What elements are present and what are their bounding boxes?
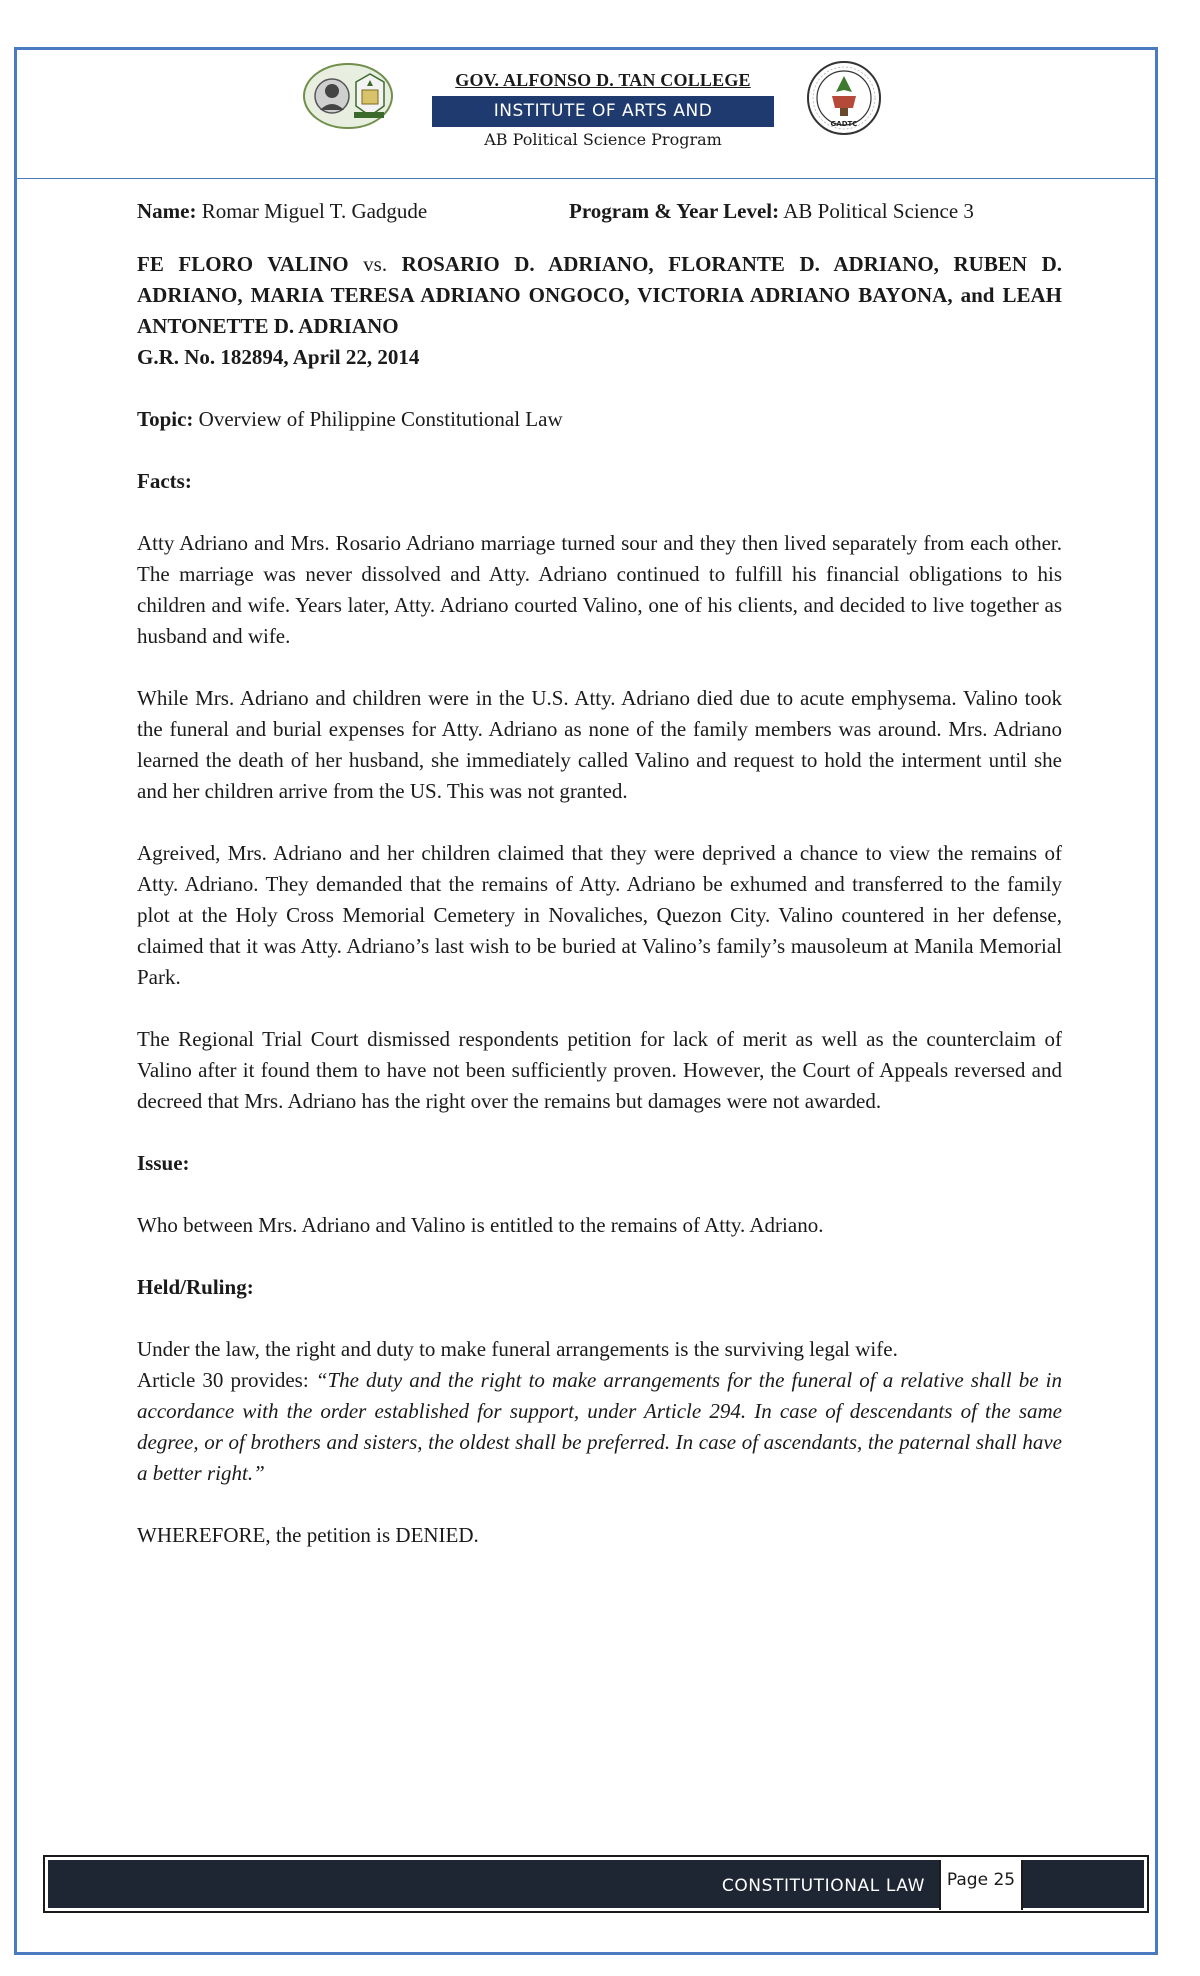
program-label: Program & Year Level: xyxy=(569,199,780,223)
student-info-row xyxy=(137,196,1062,227)
page-number: Page 25 xyxy=(939,1860,1023,1910)
topic-line xyxy=(137,404,1062,435)
ruling-line: Under the law, the right and duty to make funeral arrangements is the surviving legal wife. xyxy=(137,1337,898,1361)
case-title xyxy=(137,249,1062,342)
facts-paragraph: Agreived, Mrs. Adriano and her children claimed that they were deprived a chance to view the remains of Atty. Adriano. They demanded that the remains of Atty. Adriano be exhumed and transferred to the family plot at the Holy Cross Memorial Cemetery in Novaliches, Quezon City. Valino countered in her defense, claimed that it was Atty. Adriano’s last wish to be buried at Valino’s family’s mausoleum at Manila Memorial Park. xyxy=(137,841,1062,989)
facts-paragraph: While Mrs. Adriano and children were in the U.S. Atty. Adriano died due to acute emphysema. Valino took the funeral and burial expenses for Atty. Adriano as none of the family members was around. Mrs. Adriano learned the death of her husband, she immediately called Valino and request to hold the interment until she and her children arrive from the US. This was not granted. xyxy=(137,686,1062,803)
student-name xyxy=(137,196,569,227)
issue-heading: Issue: xyxy=(137,1151,190,1175)
footer-bar xyxy=(43,1855,1149,1913)
footer-subject: CONSTITUTIONAL LAW xyxy=(721,1876,925,1896)
case-versus: vs. xyxy=(363,252,388,276)
institute-banner: INSTITUTE OF ARTS AND xyxy=(432,96,774,127)
case-gr-number: G.R. No. 182894, April 22, 2014 xyxy=(137,345,420,369)
article-paragraph xyxy=(137,1365,1062,1489)
topic-label: Topic: xyxy=(137,407,194,431)
disposition: WHEREFORE, the petition is DENIED. xyxy=(137,1523,479,1547)
college-name: GOV. ALFONSO D. TAN COLLEGE xyxy=(455,70,751,90)
institute-seal xyxy=(806,60,882,136)
program-year xyxy=(569,196,974,227)
document-body xyxy=(137,196,1062,1551)
program-value: AB Political Science 3 xyxy=(783,199,974,223)
name-label: Name: xyxy=(137,199,197,223)
program-subtitle: AB Political Science Program xyxy=(484,130,722,149)
ruling-heading: Held/Ruling: xyxy=(137,1275,254,1299)
facts-paragraph: Atty Adriano and Mrs. Rosario Adriano marriage turned sour and they then lived separately from each other. The marriage was never dissolved and Atty. Adriano continued to fulfill his financial obligations to his children and wife. Years later, Atty. Adriano courted Valino, one of his clients, and decided to live together as husband and wife. xyxy=(137,531,1062,648)
article-quote: “The duty and the right to make arrangements for the funeral of a relative shall be in accordance with the order established for support, under Article 294. In case of descendants of the same degree, or of brothers and sisters, the oldest shall be preferred. In case of ascendants, the paternal shall have a better right.” xyxy=(137,1368,1062,1485)
footer-inner xyxy=(48,1860,1144,1908)
topic-value: Overview of Philippine Constitutional Law xyxy=(198,407,563,431)
article-intro: Article 30 provides: xyxy=(137,1368,316,1392)
case-petitioner: FE FLORO VALINO xyxy=(137,252,364,276)
college-logo xyxy=(302,62,394,130)
header-divider xyxy=(17,178,1155,179)
case-respondents: ROSARIO D. ADRIANO, FLORANTE D. ADRIANO, RUBEN D. ADRIANO, MARIA TERESA ADRIANO ONGOCO, VICTORIA ADRIANO BAYONA, and LEAH ANTONETTE D. ADRIANO xyxy=(137,252,1062,338)
seal-text: GADTC xyxy=(830,120,858,128)
facts-paragraph: The Regional Trial Court dismissed respondents petition for lack of merit as well as the counterclaim of Valino after it found them to have not been sufficiently proven. However, the Court of Appeals reversed and decreed that Mrs. Adriano has the right over the remains but damages were not awarded. xyxy=(137,1027,1062,1113)
issue-text: Who between Mrs. Adriano and Valino is entitled to the remains of Atty. Adriano. xyxy=(137,1213,824,1237)
name-value: Romar Miguel T. Gadgude xyxy=(201,199,428,223)
facts-heading: Facts: xyxy=(137,469,192,493)
